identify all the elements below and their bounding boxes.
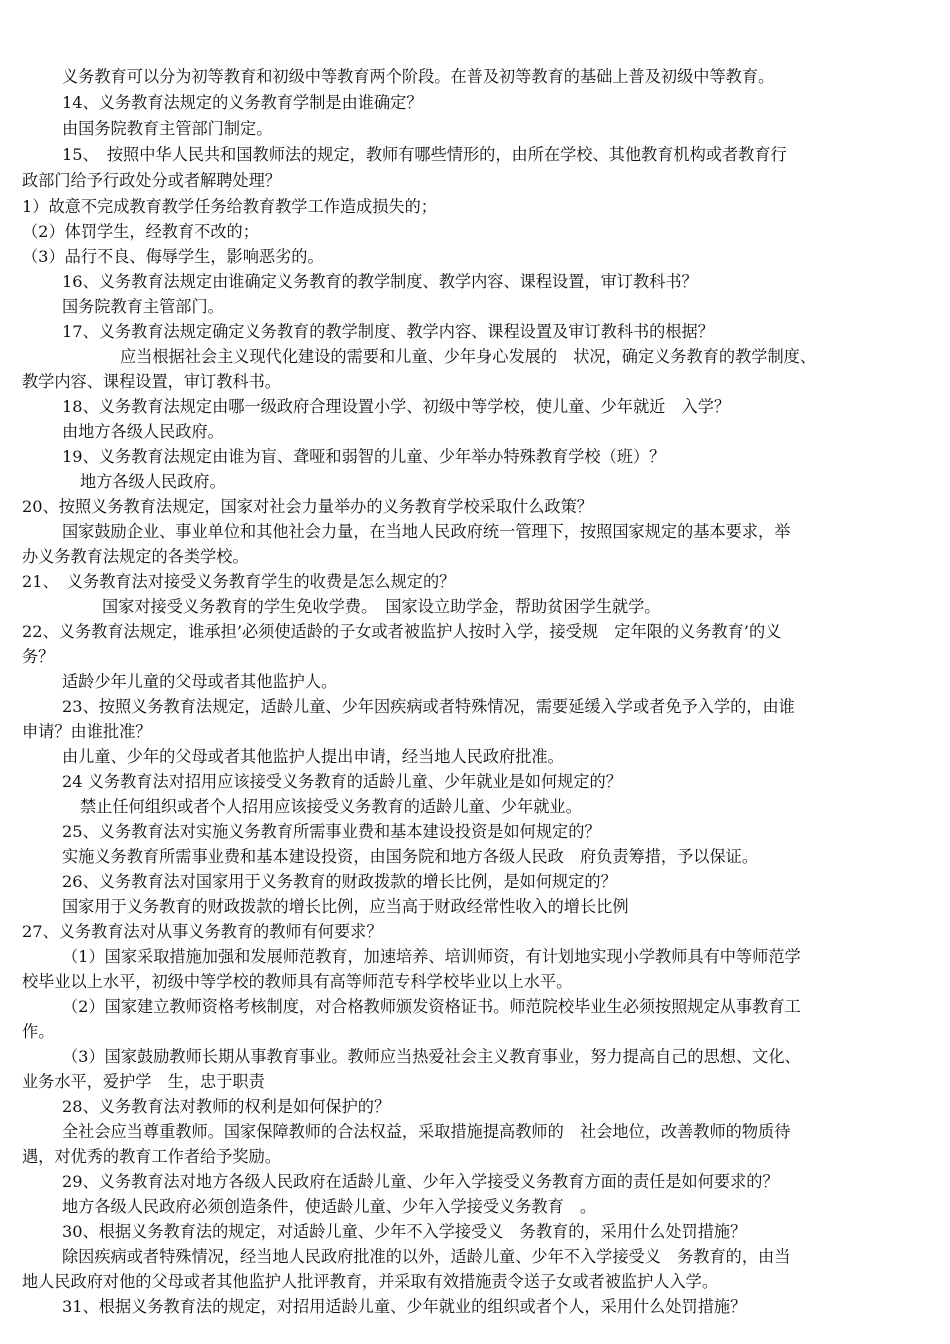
answer-line: 作。	[22, 1022, 55, 1041]
answer-line: 应当根据社会主义现代化建设的需要和儿童、少年身心发展的 状况，确定义务教育的教学制度、	[120, 347, 817, 366]
question-line: 31、根据义务教育法的规定，对招用适龄儿童、少年就业的组织或者个人，采用什么处罚措施？	[62, 1297, 747, 1316]
answer-line: 业务水平，爱护学 生，忠于职责	[22, 1072, 265, 1091]
question-line: 务？	[22, 647, 55, 666]
answer-line: 适龄少年儿童的父母或者其他监护人。	[62, 672, 338, 691]
answer-line: 由国务院教育主管部门制定。	[62, 119, 273, 138]
answer-line: 国家对接受义务教育的学生免收学费。 国家设立助学金，帮助贫困学生就学。	[102, 597, 661, 616]
answer-line: （2）体罚学生，经教育不改的；	[22, 222, 259, 241]
question-line: 28、义务教育法对教师的权利是如何保护的？	[62, 1097, 391, 1116]
question-line: 21、 义务教育法对接受义务教育学生的收费是怎么规定的？	[22, 572, 456, 591]
question-line: 申请？由谁批准？	[22, 722, 152, 741]
question-line: 27、义务教育法对从事义务教育的教师有何要求？	[22, 922, 383, 941]
answer-line: 地方各级人民政府。	[80, 472, 226, 491]
question-line: 15、 按照中华人民共和国教师法的规定，教师有哪些情形的，由所在学校、其他教育机构或者教育行	[62, 145, 787, 164]
answer-line: （2）国家建立教师资格考核制度，对合格教师颁发资格证书。师范院校毕业生必须按照规定从事教育工	[62, 997, 801, 1016]
question-line: 17、义务教育法规定确定义务教育的教学制度、教学内容、课程设置及审订教科书的根据？	[62, 322, 714, 341]
answer-line: 由地方各级人民政府。	[62, 422, 224, 441]
answer-line: 教学内容、课程设置，审订教科书。	[22, 372, 281, 391]
question-line: 19、义务教育法规定由谁为盲、聋哑和弱智的儿童、少年举办特殊教育学校（班）？	[62, 447, 666, 466]
question-line: 25、义务教育法对实施义务教育所需事业费和基本建设投资是如何规定的？	[62, 822, 601, 841]
question-line: 30、根据义务教育法的规定，对适龄儿童、少年不入学接受义 务教育的，采用什么处罚措施？	[62, 1222, 747, 1241]
answer-line: （3）品行不良、侮辱学生，影响恶劣的。	[22, 247, 324, 266]
answer-line: 实施义务教育所需事业费和基本建设投资，由国务院和地方各级人民政 府负责筹措，予以保证。	[62, 847, 759, 866]
question-line: 22、义务教育法规定，谁承担’必须使适龄的子女或者被监护人按时入学，接受规 定年限的义务教育’的义	[22, 622, 782, 641]
answer-line: 办义务教育法规定的各类学校。	[22, 547, 249, 566]
answer-line: 国家鼓励企业、事业单位和其他社会力量，在当地人民政府统一管理下，按照国家规定的基本要求，举	[62, 522, 791, 541]
answer-line: 由儿童、少年的父母或者其他监护人提出申请，经当地人民政府批准。	[62, 747, 564, 766]
answer-line: （3）国家鼓励教师长期从事教育事业。教师应当热爱社会主义教育事业，努力提高自己的思想、文化、	[62, 1047, 801, 1066]
answer-line: 校毕业以上水平，初级中等学校的教师具有高等师范专科学校毕业以上水平。	[22, 972, 573, 991]
question-line: 24 义务教育法对招用应该接受义务教育的适龄儿童、少年就业是如何规定的？	[62, 772, 622, 791]
answer-line: 遇，对优秀的教育工作者给予奖励。	[22, 1147, 281, 1166]
question-line: 26、义务教育法对国家用于义务教育的财政拨款的增长比例，是如何规定的？	[62, 872, 617, 891]
question-line: 18、义务教育法规定由哪一级政府合理设置小学、初级中等学校，使儿童、少年就近 入学？	[62, 397, 731, 416]
question-line: 29、义务教育法对地方各级人民政府在适龄儿童、少年入学接受义务教育方面的责任是如何要求的？	[62, 1172, 779, 1191]
answer-line: 地人民政府对他的父母或者其他监护人批评教育，并采取有效措施责令送子女或者被监护人入学。	[22, 1272, 719, 1291]
question-line: 政部门给予行政处分或者解聘处理？	[22, 171, 281, 190]
question-line: 23、按照义务教育法规定，适龄儿童、少年因疾病或者特殊情况，需要延缓入学或者免予入学的，由谁	[62, 697, 795, 716]
answer-line: 除因疾病或者特殊情况，经当地人民政府批准的以外，适龄儿童、少年不入学接受义 务教育的，由当	[62, 1247, 791, 1266]
answer-line: 国家用于义务教育的财政拨款的增长比例，应当高于财政经常性收入的增长比例	[62, 897, 629, 916]
answer-line: 地方各级人民政府必须创造条件，使适龄儿童、少年入学接受义务教育 。	[62, 1197, 597, 1216]
answer-line: 全社会应当尊重教师。国家保障教师的合法权益，采取措施提高教师的 社会地位，改善教师的物质待	[62, 1122, 791, 1141]
answer-line: 禁止任何组织或者个人招用应该接受义务教育的适龄儿童、少年就业。	[80, 797, 582, 816]
answer-line: （1）国家采取措施加强和发展师范教育，加速培养、培训师资，有计划地实现小学教师具有中等师范学	[62, 947, 801, 966]
answer-line: 国务院教育主管部门。	[62, 297, 224, 316]
question-line: 20、按照义务教育法规定，国家对社会力量举办的义务教育学校采取什么政策？	[22, 497, 593, 516]
paragraph-line: 义务教育可以分为初等教育和初级中等教育两个阶段。在普及初等教育的基础上普及初级中等教育。	[62, 67, 775, 86]
question-line: 16、义务教育法规定由谁确定义务教育的教学制度、教学内容、课程设置，审订教科书？	[62, 272, 698, 291]
question-line: 14、义务教育法规定的义务教育学制是由谁确定？	[62, 93, 423, 112]
answer-line: 1）故意不完成教育教学任务给教育教学工作造成损失的；	[22, 197, 437, 216]
